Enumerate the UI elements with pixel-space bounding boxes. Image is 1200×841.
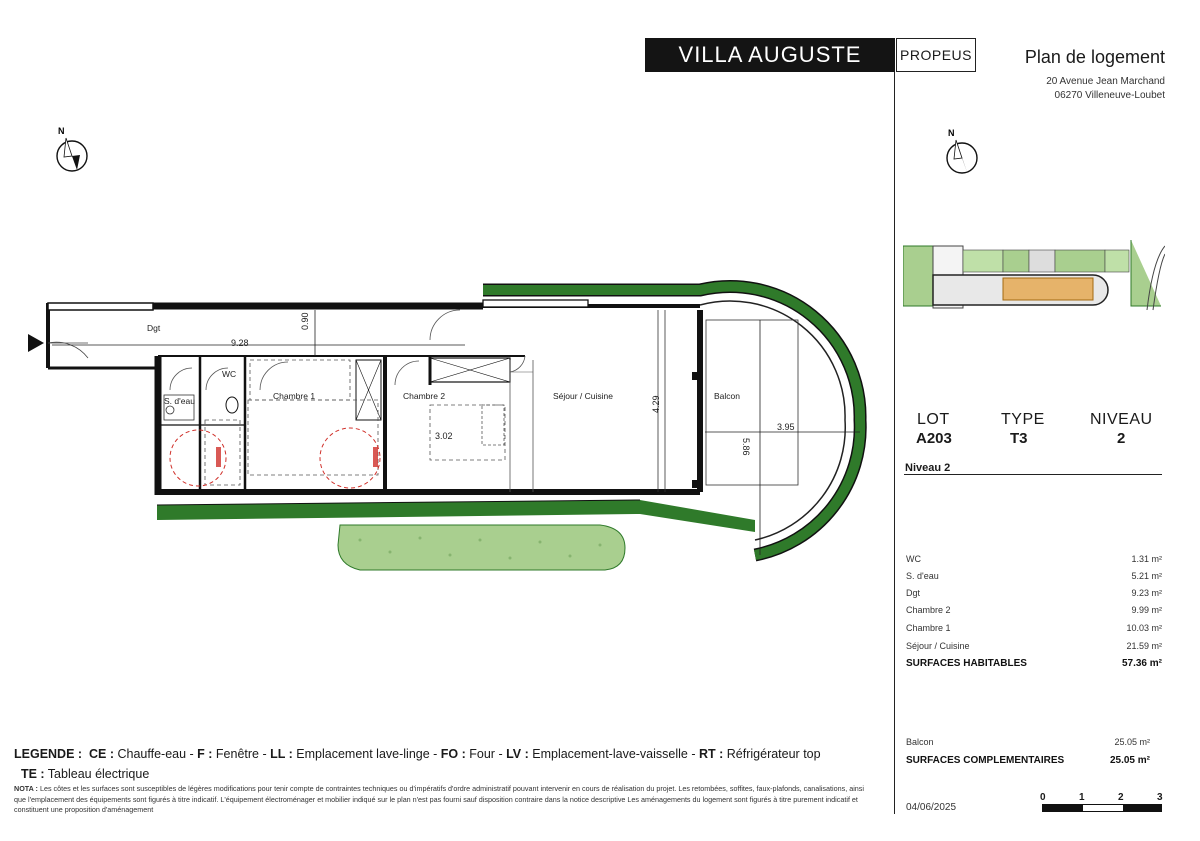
surface-row: Séjour / Cuisine 21.59 m² [906,641,1162,651]
level-heading: Niveau 2 [905,462,951,474]
surface-row: Balcon 25.05 m² [906,737,1150,747]
type-label: TYPE [1001,411,1045,428]
room-label-dgt: Dgt [147,323,161,333]
panel-divider [894,72,895,814]
room-label-chambre-1: Chambre 1 [273,391,316,401]
legal-note: NOTA : Les côtes et les surfaces sont susceptibles de légères modifications pour tenir compte de contraintes techniques ou d'impératifs d'ordre administratif pouvant intervenir en cours de réalisation du projet. Les retombées, soffites, faux-plafonds, canalisations, ainsi que l'emplacement des équipements sont figurés à titre indicatif. L'équipement électroménager et mobilier indiqué sur le plan n'est pas fourni sauf disposition contraire dans la notice descriptive Les aménagements du logement sont figurés à titre purement indicatif et constituent une proposition d'aménagement [14,784,864,814]
room-label-sejour: Séjour / Cuisine [553,391,614,401]
dim-label: 4.29 [651,395,661,413]
lot-value: A203 [916,430,952,447]
surface-total-complementaires: SURFACES COMPLEMENTAIRES 25.05 m² [906,755,1150,766]
developer-logo: PROPEUS [896,38,976,72]
surface-row: Chambre 2 9.99 m² [906,605,1162,615]
legend-title: LEGENDE : [14,747,83,761]
niveau-label: NIVEAU [1090,411,1153,428]
room-label-wc: WC [222,369,237,379]
surface-row: Chambre 1 10.03 m² [906,623,1162,633]
scale-tick-3: 3 [1157,792,1163,803]
key-plan [903,240,1165,316]
surface-total-habitables: SURFACES HABITABLES 57.36 m² [906,658,1162,669]
scale-bar [1042,804,1162,812]
surface-row: Dgt 9.23 m² [906,588,1162,598]
north-label-small: N [948,128,955,138]
plan-title: Plan de logement [1024,47,1165,67]
surface-row: WC 1.31 m² [906,554,1162,564]
dim-label: 3.95 [777,422,795,432]
legend: LEGENDE : CE : Chauffe-eau - F : Fenêtre - LL : Emplacement lave-linge - FO : Four - LV : Emplacement-lave-vaisselle - RT : Réfrigérateur top TE : Tableau électrique [14,747,821,781]
north-label: N [58,126,65,136]
address-line-1: 20 Avenue Jean Marchand [1046,76,1165,87]
dim-label: 9.28 [231,338,249,348]
brand-title: VILLA AUGUSTE [645,38,895,72]
level-divider [904,474,1162,475]
niveau-value: 2 [1117,430,1126,447]
dim-label: 5.86 [741,438,751,456]
plan-date: 04/06/2025 [906,802,957,813]
scale-tick-1: 1 [1079,792,1085,803]
address-line-2: 06270 Villeneuve-Loubet [1054,90,1165,101]
type-value: T3 [1010,430,1028,447]
dim-label: 0.90 [300,312,310,330]
lot-label: LOT [917,411,950,428]
scale-tick-2: 2 [1118,792,1124,803]
room-label-salle-eau: S. d'eau [164,396,195,406]
scale-tick-0: 0 [1040,792,1046,803]
surface-row: S. d'eau 5.21 m² [906,571,1162,581]
dim-label: 3.02 [435,431,453,441]
north-compass-small-icon [942,126,982,178]
room-label-balcon: Balcon [714,391,740,401]
room-label-chambre-2: Chambre 2 [403,391,446,401]
